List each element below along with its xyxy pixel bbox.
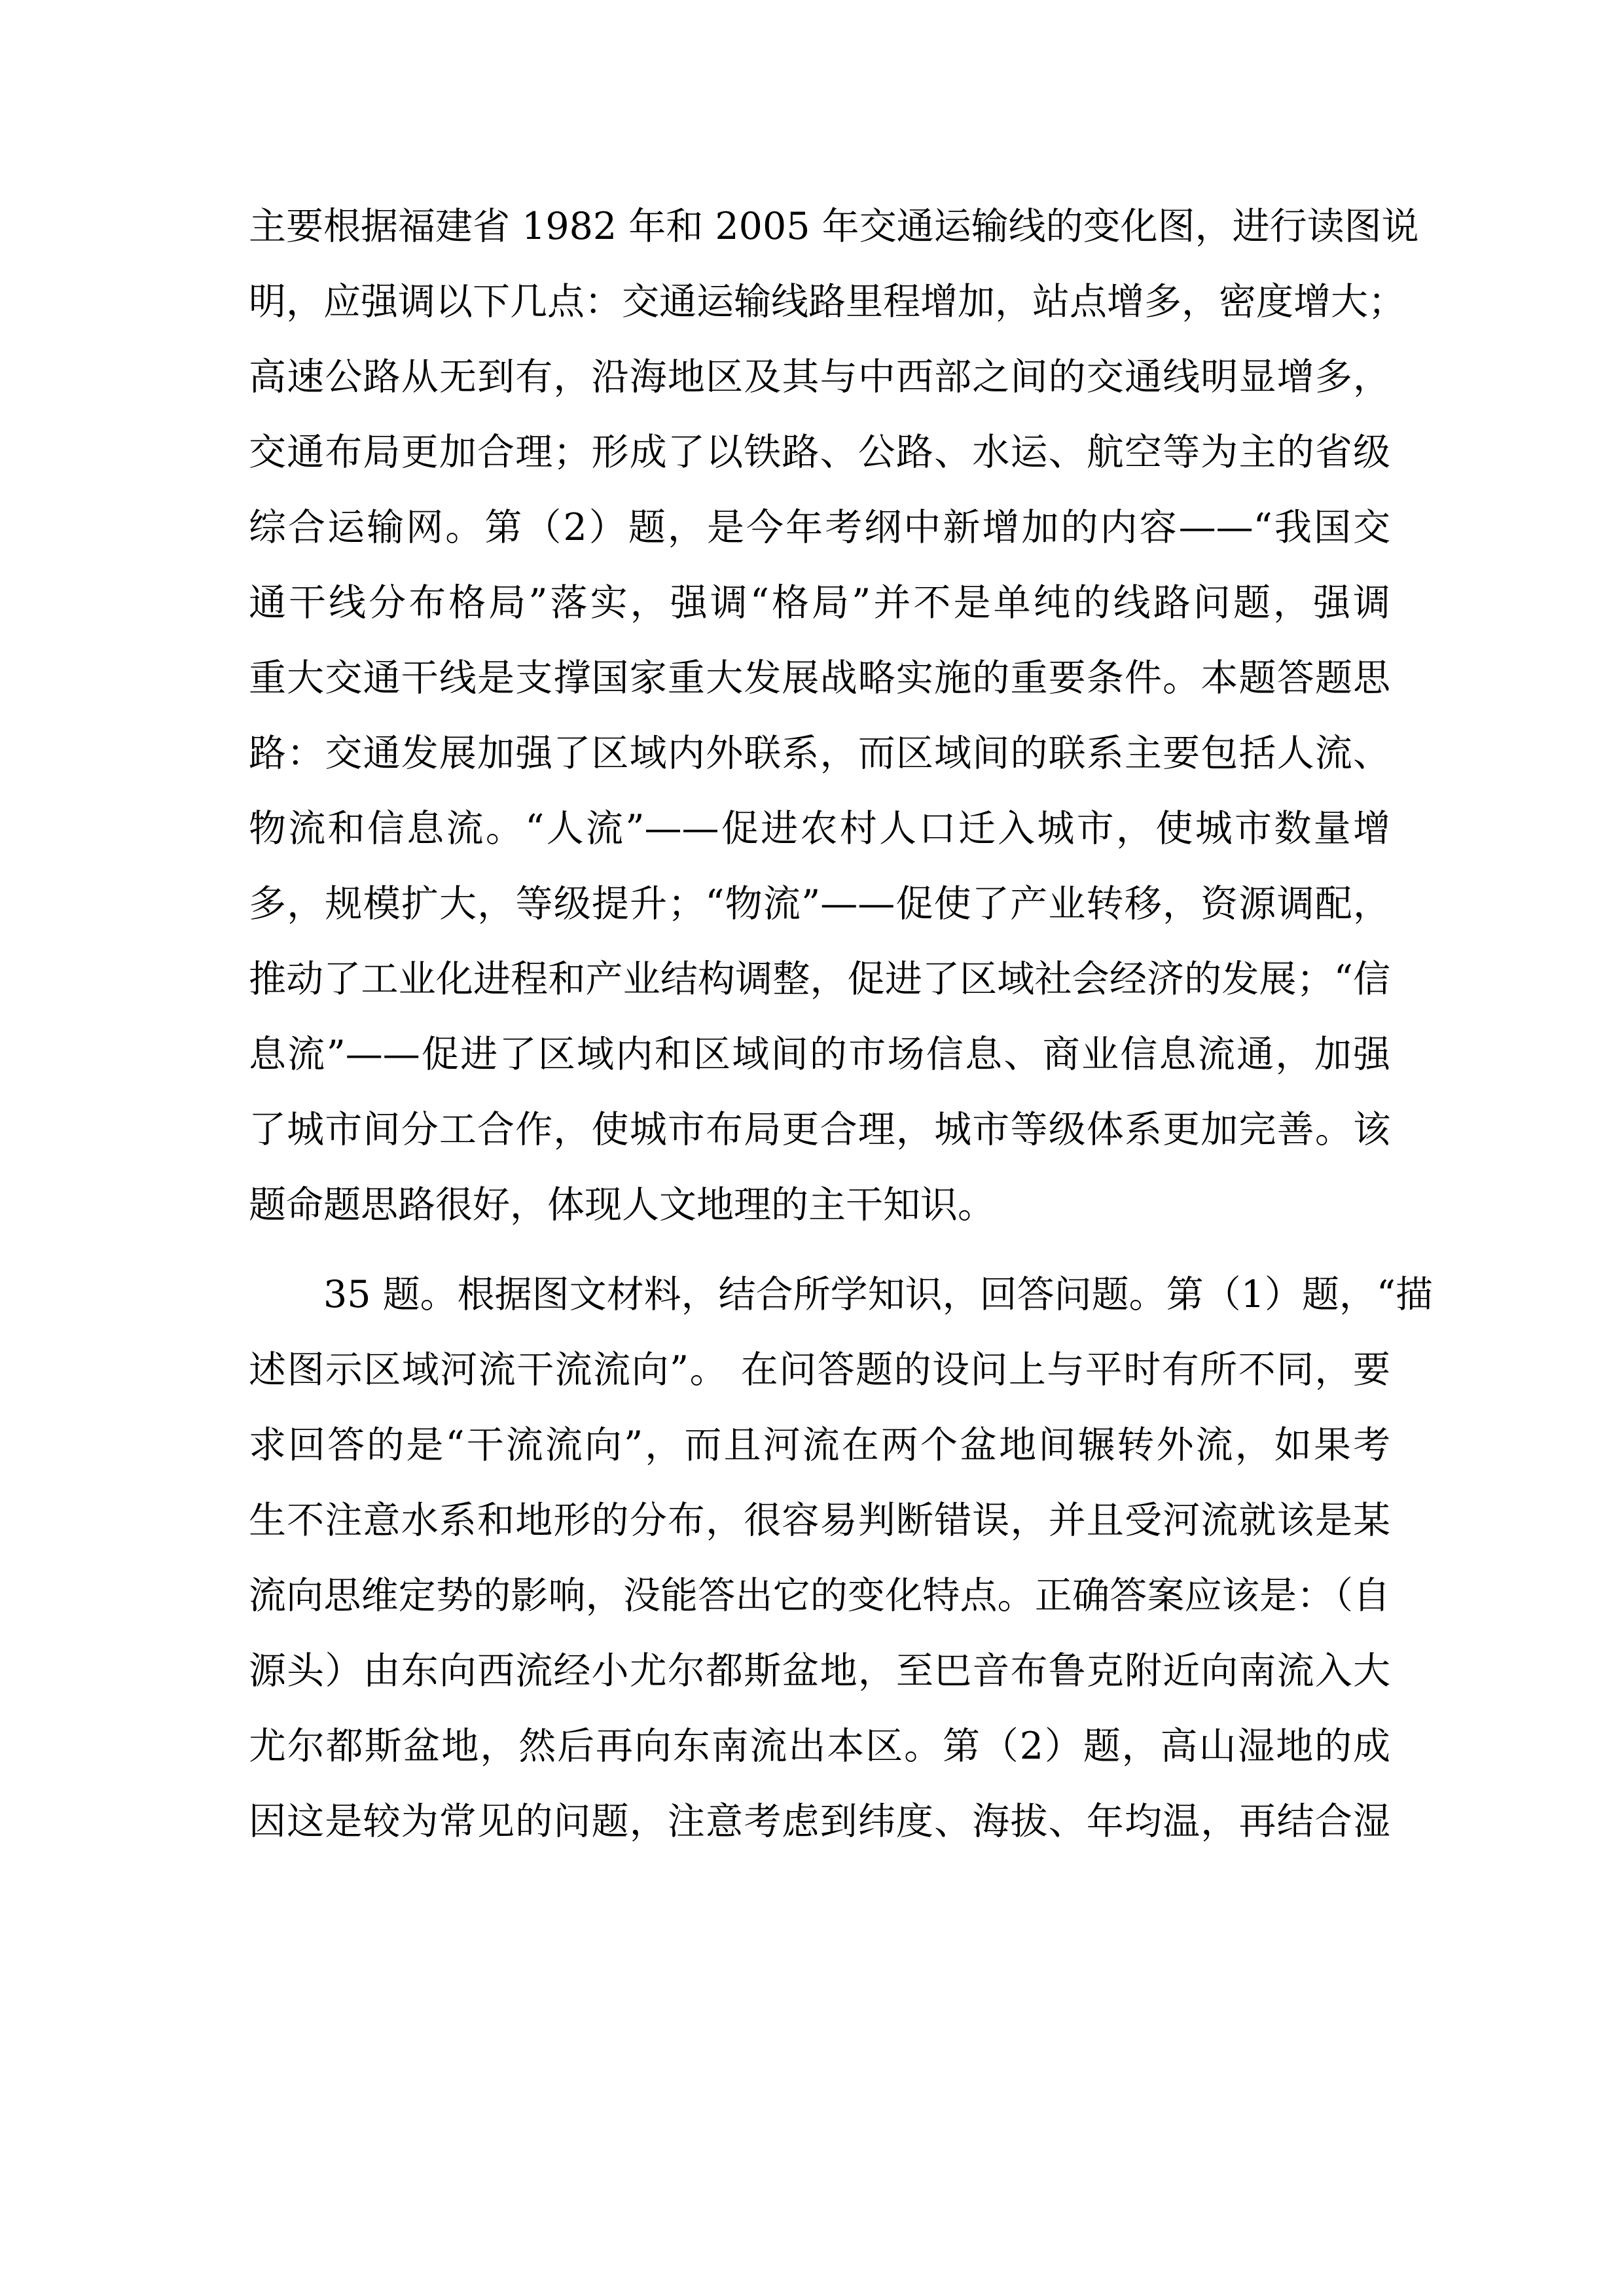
text-line: 重大交通干线是支撑国家重大发展战略实施的重要条件。本题答题思	[249, 656, 1390, 700]
text-line: 述图示区域河流干流流向”。 在问答题的设问上与平时有所不同，要	[249, 1348, 1390, 1391]
text-line: 了城市间分工合作，使城市布局更合理，城市等级体系更加完善。该	[249, 1108, 1390, 1151]
text-line: 源头）由东向西流经小尤尔都斯盆地，至巴音布鲁克附近向南流入大	[249, 1649, 1390, 1693]
paragraph-transport-analysis	[249, 189, 1419, 1243]
text-line: 推动了工业化进程和产业结构调整，促进了区域社会经济的发展；“信	[249, 958, 1390, 1001]
paragraph-question-35	[249, 1257, 1434, 1859]
text-line: 因这是较为常见的问题，注意考虑到纬度、海拔、年均温，再结合湿	[249, 1800, 1390, 1843]
text-line: 生不注意水系和地形的分布，很容易判断错误，并且受河流就该是某	[249, 1499, 1390, 1542]
text-line: 题命题思路很好，体现人文地理的主干知识。	[249, 1183, 995, 1227]
text-line: 息流”——促进了区域内和区域间的市场信息、商业信息流通，加强	[249, 1033, 1390, 1076]
text-line: 物流和信息流。“人流”——促进农村人口迁入城市，使城市数量增	[249, 807, 1390, 850]
text-line: 求回答的是“干流流向”，而且河流在两个盆地间辗转外流，如果考	[249, 1424, 1390, 1467]
paragraph-gap	[249, 1243, 1390, 1257]
text-line: 交通布局更加合理；形成了以铁路、公路、水运、航空等为主的省级	[249, 431, 1390, 474]
text-line: 路：交通发展加强了区域内外联系，而区域间的联系主要包括人流、	[249, 732, 1390, 775]
text-line: 明，应强调以下几点：交通运输线路里程增加，站点增多，密度增大；	[249, 280, 1405, 323]
text-line: 通干线分布格局”落实，强调“格局”并不是单纯的线路问题，强调	[249, 581, 1390, 624]
text-line: 尤尔都斯盆地，然后再向东南流出本区。第（2）题，高山湿地的成	[249, 1725, 1390, 1768]
text-line: 流向思维定势的影响，没能答出它的变化特点。正确答案应该是：（自	[249, 1574, 1390, 1617]
text-line: 多，规模扩大，等级提升；“物流”——促使了产业转移，资源调配，	[249, 882, 1390, 925]
text-line: 35 题。根据图文材料，结合所学知识，回答问题。第（1）题，“描	[323, 1273, 1434, 1316]
text-line: 高速公路从无到有，沿海地区及其与中西部之间的交通线明显增多，	[249, 355, 1390, 399]
text-line: 综合运输网。第（2）题，是今年考纲中新增加的内容——“我国交	[249, 506, 1390, 549]
text-line: 主要根据福建省 1982 年和 2005 年交通运输线的变化图，进行读图说	[249, 205, 1419, 248]
document-body	[249, 189, 1434, 1859]
